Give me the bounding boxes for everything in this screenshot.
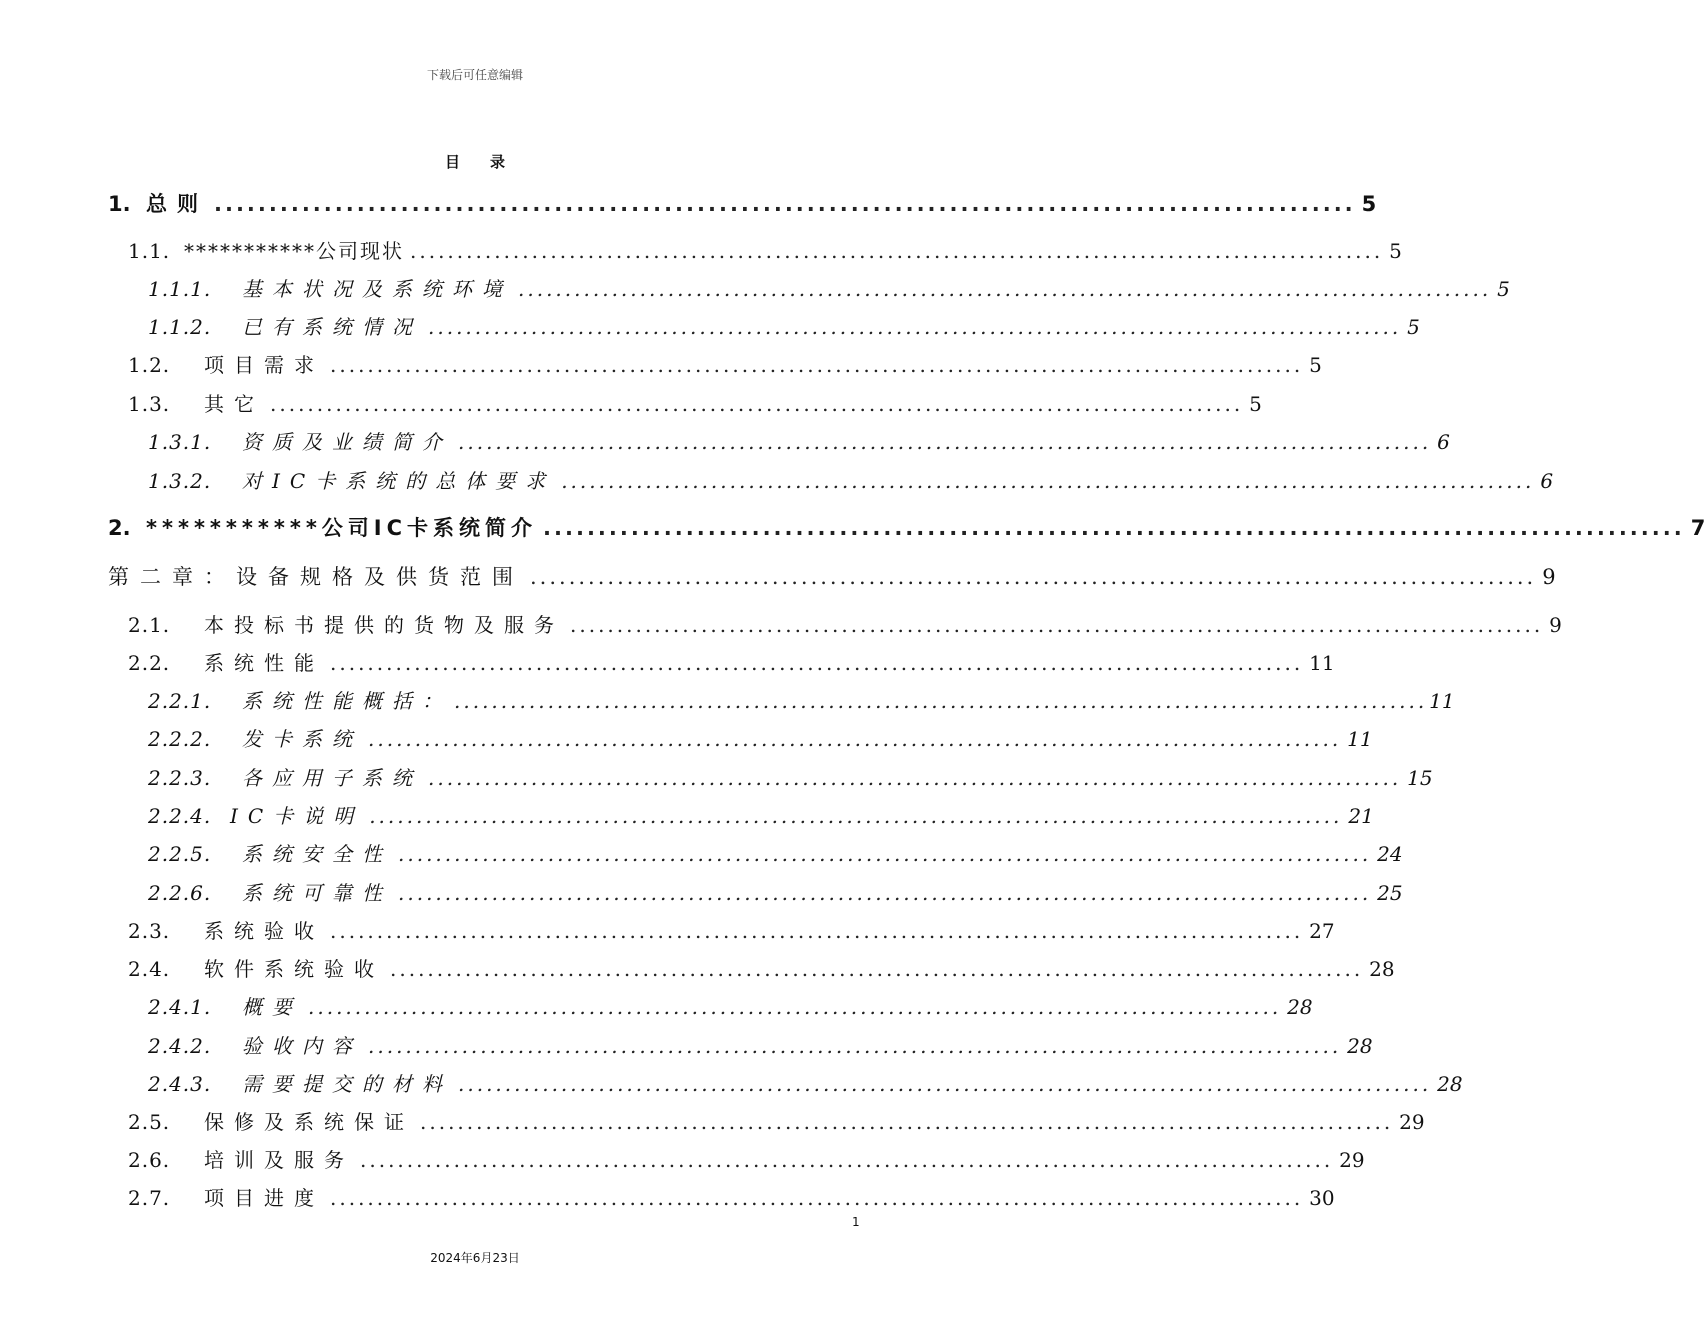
toc-entry[interactable] — [148, 762, 1433, 791]
toc-entry[interactable] — [148, 877, 1403, 906]
toc-entry[interactable] — [128, 609, 1562, 638]
toc-leader: ........................................................................................................ — [458, 1072, 1432, 1096]
toc-entry-page: 28 — [1437, 1072, 1463, 1096]
toc-entry-label: 系统性能概括： — [242, 689, 452, 713]
toc-leader: ........................................................................................................ — [570, 613, 1544, 637]
toc-entry-number: 1. — [108, 192, 131, 216]
toc-entry[interactable] — [128, 349, 1322, 378]
toc-entry[interactable] — [128, 915, 1335, 944]
toc-leader: ........................................................................................................ — [368, 727, 1342, 751]
toc-entry-number: 1.1.1. — [148, 277, 212, 301]
toc-entry[interactable] — [148, 991, 1313, 1020]
toc-entry-number: 2.1. — [128, 613, 171, 637]
toc-entry[interactable] — [128, 388, 1262, 417]
toc-entry-number: 1.1. — [128, 239, 171, 263]
toc-entry[interactable] — [148, 426, 1450, 455]
toc-entry-number: 2.4.1. — [148, 995, 212, 1019]
toc-entry[interactable] — [128, 1144, 1365, 1173]
toc-entry-page: 5 — [1249, 392, 1262, 416]
toc-entry-page: 29 — [1399, 1110, 1425, 1134]
toc-entry[interactable] — [148, 1030, 1373, 1059]
toc-entry-number: 2.6. — [128, 1148, 171, 1172]
toc-leader: ........................................................................................................ — [368, 1034, 1342, 1058]
toc-entry-label: 基本状况及系统环境 — [242, 277, 512, 301]
toc-leader: ........................................................................................................ — [214, 192, 1356, 216]
toc-leader: ........................................................................................................ — [543, 516, 1685, 540]
toc-entry-page: 28 — [1287, 995, 1313, 1019]
toc-entry-label: 培训及服务 — [204, 1148, 354, 1172]
toc-entry-page: 11 — [1347, 727, 1373, 751]
toc-entry-label: IC卡说明 — [230, 804, 364, 828]
toc-leader: ........................................................................................................ — [369, 804, 1343, 828]
toc-entry[interactable] — [108, 188, 1377, 218]
toc-entry-label: 对IC卡系统的总体要求 — [242, 469, 556, 493]
toc-entry[interactable] — [148, 800, 1374, 829]
toc-entry[interactable] — [128, 1182, 1335, 1211]
toc-entry[interactable] — [148, 311, 1420, 340]
toc-entry-number: 2.2.6. — [148, 881, 212, 905]
toc-entry-label: 系统性能 — [204, 651, 324, 675]
toc-entry-number: 2. — [108, 516, 131, 540]
toc-entry[interactable] — [148, 685, 1455, 714]
toc-entry[interactable] — [148, 1068, 1463, 1097]
toc-entry-page: 27 — [1309, 919, 1335, 943]
toc-entry-page: 15 — [1407, 766, 1433, 790]
toc-entry-number: 1.3.2. — [148, 469, 212, 493]
toc-leader: ........................................................................................................ — [330, 919, 1304, 943]
toc-entry-page: 6 — [1540, 469, 1554, 493]
toc-entry[interactable] — [148, 273, 1510, 302]
toc-entry-label: 已有系统情况 — [242, 315, 422, 339]
toc-entry-label: ***********公司现状 — [184, 239, 404, 263]
toc-leader: ........................................................................................................ — [518, 277, 1492, 301]
toc-entry-page: 5 — [1389, 239, 1402, 263]
toc-leader: ........................................................................................................ — [428, 315, 1402, 339]
toc-entry-label: 资质及业绩简介 — [242, 430, 452, 454]
toc-leader: ........................................................................................................ — [390, 957, 1364, 981]
toc-entry[interactable] — [148, 838, 1403, 867]
toc-leader: ........................................................................................................ — [454, 689, 1428, 713]
header-note: 下载后可任意编辑 — [426, 68, 523, 82]
toc-leader: ........................................................................................................ — [530, 565, 1537, 589]
footer-date: 2024年6月23日 — [430, 1251, 520, 1265]
toc-entry-label: 第二章：设备规格及供货范围 — [108, 565, 524, 589]
toc-entry[interactable] — [128, 1106, 1425, 1135]
toc-entry-label: 其它 — [204, 392, 264, 416]
toc-entry-number: 1.3.1. — [148, 430, 212, 454]
toc-entry-number: 2.2. — [128, 651, 171, 675]
toc-entry[interactable] — [148, 723, 1373, 752]
toc-entry-number: 2.4. — [128, 957, 171, 981]
toc-leader: ........................................................................................................ — [458, 430, 1432, 454]
toc-leader: ........................................................................................................ — [398, 881, 1372, 905]
toc-entry-page: 9 — [1542, 565, 1556, 589]
toc-entry-number: 2.2.3. — [148, 766, 212, 790]
toc-leader: ........................................................................................................ — [398, 842, 1372, 866]
toc-entry-page: 5 — [1407, 315, 1420, 339]
toc-entry-label: 系统可靠性 — [242, 881, 392, 905]
toc-entry-number: 2.4.3. — [148, 1072, 212, 1096]
toc-entry-label: ***********公司IC卡系统简介 — [146, 516, 538, 540]
toc-title: 目录 — [444, 153, 535, 171]
toc-entry-number: 2.2.5. — [148, 842, 212, 866]
toc-leader: ........................................................................................................ — [330, 1186, 1304, 1210]
toc-entry-number: 2.2.4. — [148, 804, 212, 828]
toc-entry-number: 2.2.1. — [148, 689, 212, 713]
toc-entry-page: 30 — [1309, 1186, 1335, 1210]
toc-leader: ........................................................................................................ — [308, 995, 1282, 1019]
toc-entry-label: 各应用子系统 — [242, 766, 422, 790]
toc-entry[interactable] — [148, 465, 1554, 494]
toc-entry-label: 软件系统验收 — [204, 957, 384, 981]
toc-entry-label: 总则 — [146, 192, 208, 216]
toc-entry-number: 1.3. — [128, 392, 171, 416]
toc-entry-page: 24 — [1377, 842, 1403, 866]
toc-leader: ........................................................................................................ — [410, 239, 1384, 263]
toc-entry-page: 5 — [1361, 192, 1377, 216]
toc-entry-label: 概要 — [242, 995, 302, 1019]
toc-entry-page: 6 — [1437, 430, 1450, 454]
toc-entry-page: 11 — [1429, 689, 1455, 713]
page-number: 1 — [852, 1215, 860, 1229]
toc-leader: ........................................................................................................ — [270, 392, 1244, 416]
toc-entry-number: 2.2.2. — [148, 727, 212, 751]
toc-entry-number: 1.2. — [128, 353, 171, 377]
toc-entry-page: 11 — [1309, 651, 1335, 675]
toc-entry-page: 5 — [1497, 277, 1510, 301]
toc-entry-page: 25 — [1377, 881, 1403, 905]
toc-entry-label: 项目需求 — [204, 353, 324, 377]
toc-entry-label: 验收内容 — [242, 1034, 362, 1058]
toc-entry[interactable] — [128, 235, 1402, 264]
toc-entry-page: 29 — [1339, 1148, 1365, 1172]
toc-leader: ........................................................................................................ — [561, 469, 1535, 493]
toc-entry[interactable] — [128, 647, 1335, 676]
toc-entry-label: 项目进度 — [204, 1186, 324, 1210]
toc-entry-page: 21 — [1348, 804, 1374, 828]
toc-entry-label: 发卡系统 — [242, 727, 362, 751]
toc-entry-label: 需要提交的材料 — [242, 1072, 452, 1096]
toc-entry[interactable] — [108, 561, 1556, 591]
toc-entry-number: 2.5. — [128, 1110, 171, 1134]
toc-entry-page: 5 — [1309, 353, 1322, 377]
toc-leader: ........................................................................................................ — [360, 1148, 1334, 1172]
toc-entry-label: 保修及系统保证 — [204, 1110, 414, 1134]
toc-entry-page: 7 — [1690, 516, 1705, 540]
toc-leader: ........................................................................................................ — [428, 766, 1402, 790]
toc-leader: ........................................................................................................ — [330, 651, 1304, 675]
toc-entry[interactable] — [108, 512, 1705, 542]
toc-entry-page: 9 — [1549, 613, 1562, 637]
toc-entry-label: 本投标书提供的货物及服务 — [204, 613, 564, 637]
toc-leader: ........................................................................................................ — [420, 1110, 1394, 1134]
toc-entry-number: 2.7. — [128, 1186, 171, 1210]
toc-leader: ........................................................................................................ — [330, 353, 1304, 377]
toc-entry[interactable] — [128, 953, 1395, 982]
toc-entry-label: 系统安全性 — [242, 842, 392, 866]
toc-entry-page: 28 — [1347, 1034, 1373, 1058]
toc-entry-number: 2.4.2. — [148, 1034, 212, 1058]
toc-entry-label: 系统验收 — [204, 919, 324, 943]
toc-entry-page: 28 — [1369, 957, 1395, 981]
toc-entry-number: 2.3. — [128, 919, 171, 943]
toc-entry-number: 1.1.2. — [148, 315, 212, 339]
